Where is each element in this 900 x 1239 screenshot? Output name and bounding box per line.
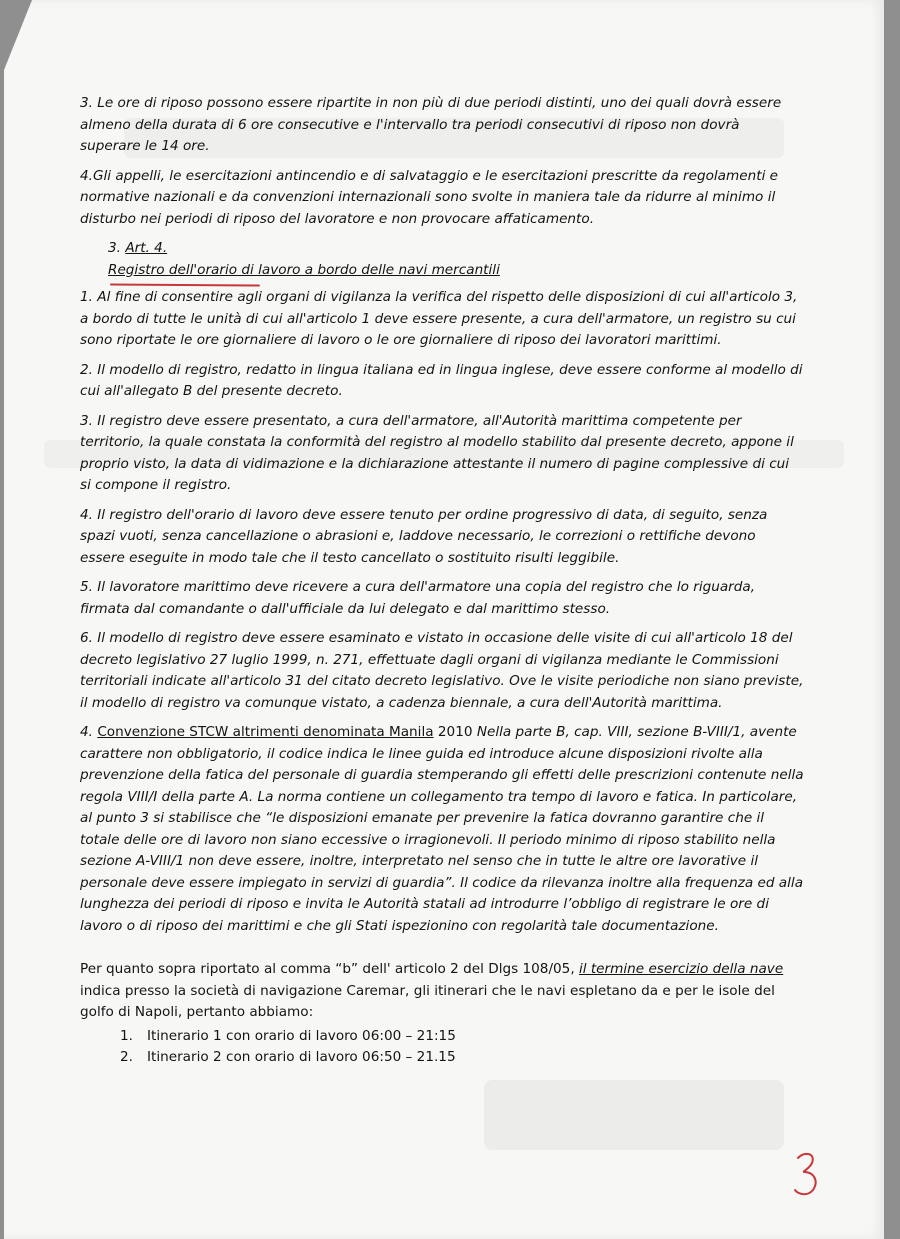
conclusion-paragraph <box>80 959 804 1024</box>
article-title: Registro dell'orario di lavoro a bordo delle navi mercantili <box>108 260 500 282</box>
list-item-text: Itinerario 2 con orario di lavoro 06:50 – 21.15 <box>146 1049 456 1065</box>
document-page <box>4 0 884 1239</box>
list-item-number: 1. <box>120 1027 133 1044</box>
conclusion-rest: indica presso la società di navigazione Caremar, gli itinerari che le navi espletano da e per le isole del golfo di Napoli, pertanto abbiamo: <box>80 982 775 1020</box>
article-title-line <box>108 260 804 282</box>
article-paragraph-5: 5. Il lavoratore marittimo deve ricevere a cura dell'armatore una copia del registro che lo riguarda, firmata dal comandante o dall'ufficiale da lui delegato e dal marittimo stesso. <box>80 579 756 617</box>
stcw-number: 4. <box>80 724 93 740</box>
handwritten-page-number <box>792 1150 822 1198</box>
itinerary-list <box>80 1026 804 1069</box>
list-item-number: 2. <box>120 1049 133 1065</box>
list-item <box>120 1026 804 1048</box>
stcw-title: Convenzione STCW altrimenti denominata Manila <box>97 724 434 740</box>
bleed-through-block <box>484 1080 784 1150</box>
article-paragraph-2: 2. Il modello di registro, redatto in lingua italiana ed in lingua inglese, deve essere conforme al modello di cui all'allegato B del presente decreto. <box>80 361 803 399</box>
article-heading <box>108 238 804 260</box>
article-paragraph-3: 3. Il registro deve essere presentato, a cura dell'armatore, all'Autorità marittima competente per territorio, la quale constata la conformità del registro al modello stabilito dal presente decreto, appone il proprio visto, la data di vidimazione e la dichiarazione attestante il numero di pagine complessive di cui si compone il registro. <box>80 412 794 493</box>
folded-corner <box>4 0 32 70</box>
list-item-text: Itinerario 1 con orario di lavoro 06:00 – 21:15 <box>146 1027 456 1044</box>
article-paragraph-6: 6. Il modello di registro deve essere esaminato e vistato in occasione delle visite di cui all'articolo 18 del decreto legislativo 27 luglio 1999, n. 271, effettuate dagli organi di vigilanza mediante le Commissioni territoriali indicate all'articolo 31 del citato decreto legislativo. Ove le visite periodiche non siano previste, il modello di registro va comunque vistato, a cadenza biennale, a cura dell'Autorità marittima. <box>80 630 804 711</box>
conclusion-intro: Per quanto sopra riportato al comma “b” dell' articolo 2 del Dlgs 108/05, <box>80 961 579 977</box>
document-body <box>80 93 804 1069</box>
conclusion-emphasis: il termine esercizio della nave <box>578 961 784 977</box>
article-paragraph-4: 4. Il registro dell'orario di lavoro deve essere tenuto per ordine progressivo di data, di seguito, senza spazi vuoti, senza cancellazione o abrasioni e, laddove necessario, le correzioni o rettifiche devono essere eseguite in modo tale che il testo cancellato o sostituito risulti leggibile. <box>80 506 768 566</box>
article-paragraph-1: 1. Al fine di consentire agli organi di vigilanza la verifica del rispetto delle disposizioni di cui all'articolo 3, a bordo di tutte le unità di cui all'articolo 1 deve essere presente, a cura dell'armatore, un registro su cui sono riportate le ore giornaliere di lavoro o le ore giornaliere di riposo dei lavoratori marittimi. <box>80 289 798 348</box>
stcw-body: Nella parte B, cap. VIII, sezione B-VIII/1, avente carattere non obbligatorio, il codice indica le linee guida ed introduce alcune disposizioni rivolte alla prevenzione della fatica del personale di guardia stemperando gli effetti delle prescrizioni contenute nella regola VIII/I della parte A. La norma contiene un collegamento tra tempo di lavoro e fatica. In particolare, al punto 3 si stabilisce che “le disposizioni emanate per prevenire la fatica dovranno garantire che il totale delle ore di lavoro non siano eccessive o irragionevoli. Il periodo minimo di riposo stabilito nella sezione A-VIII/1 non deve essere, inoltre, interpretato nel senso che in tutte le altre ore lavorative il personale deve essere impiegato in servizi di guardia”. Il codice da rilevanza inoltre alla frequenza ed alla lunghezza dei periodi di riposo e invita le Autorità statali ad introdurre l’obbligo di registrare le ore di lavoro o di riposo dei marittimi e che gli Stati ispezionino con regolarità tale documentazione. <box>80 724 804 934</box>
paragraph-rest-periods: 3. Le ore di riposo possono essere ripartite in non più di due periodi distinti, uno dei quali dovrà essere almeno della durata di 6 ore consecutive e l'intervallo tra periodi consecutivi di riposo non dovrà superare le 14 ore. <box>80 95 782 154</box>
paragraph-drills: 4.Gli appelli, le esercitazioni antincendio e di salvataggio e le esercitazioni prescritte da regolamenti e normative nazionali e da convenzioni internazionali sono svolte in maniera tale da ridurre al minimo il disturbo nei periodi di riposo del lavoratore e non provocare affaticamento. <box>80 167 779 227</box>
article-number: 3. <box>108 240 121 256</box>
list-item <box>120 1047 804 1069</box>
article-label: Art. 4. <box>125 240 168 256</box>
stcw-paragraph <box>80 722 804 937</box>
stcw-year: 2010 <box>437 724 473 740</box>
